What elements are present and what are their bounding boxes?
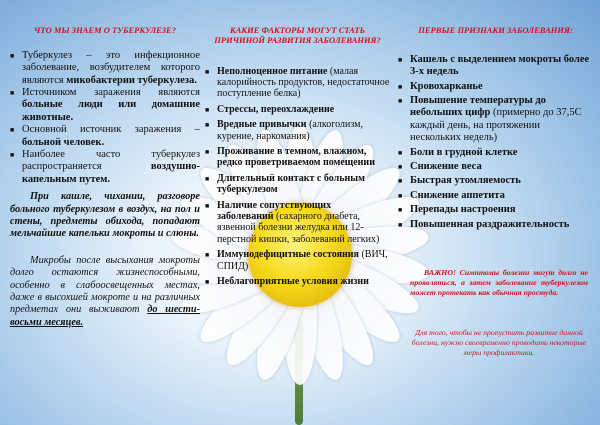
list-item: ■ Боли в грудной клетке (398, 147, 593, 159)
list-item: ■ Быстрая утомляемость (398, 175, 593, 187)
list-item: ■ Кашель с выделением мокроты более 3-х недель (398, 54, 593, 79)
list-item: ■ Проживание в темном, влажном, редко проветриваемом помещении (205, 146, 390, 169)
list-item: ■ Неблагоприятные условия жизни (205, 276, 390, 287)
column-risk-factors (205, 0, 390, 291)
column-about-tuberculosis (10, 0, 200, 329)
list-item: ■ Наиболее часто туберкулез распространяется воздушно-капельным путем. (10, 149, 200, 186)
column-header: КАКИЕ ФАКТОРЫ МОГУТ СТАТЬ ПРИЧИНОЙ РАЗВИТИЯ ЗАБОЛЕВАНИЯ? (214, 25, 381, 45)
warning-note: ВАЖНО! Симптомы болезни могут долго не проявляться, а затем заболевание туберкулезом может протекать как обычная простуда. (410, 268, 588, 298)
list-item: ■ Снижение аппетита (398, 190, 593, 202)
list-item: ■ Неполноценное питание (малая калорийность продуктов, недостаточное поступление белка) (205, 66, 390, 100)
list-item: ■ Наличие сопутствующих заболеваний (сахарного диабета, язвенной болезни желудка или 12-перстной кишки, заболеваний легких) (205, 200, 390, 246)
list-item: ■ Кровохарканье (398, 81, 593, 93)
transmission-paragraph: При кашле, чихании, разговоре больного туберкулезом в воздух, на пол и стены, предметы обихода, попадают мельчайшие капельки мокроты и слюны. (10, 191, 200, 240)
column-first-signs (398, 0, 593, 233)
list-item: ■ Длительный контакт с больным туберкулезом (205, 173, 390, 196)
symptoms-list (398, 54, 593, 231)
survival-paragraph: Микробы после высыхания мокроты долго остаются жизнеспособными, особенно в слабоосвещенных местах, даже в высохшей мокроте и на различных предметах они выживают до шести-восьми месяцев. (10, 254, 201, 328)
prevention-note: Для того, чтобы не пропустить развитие данной болезни, нужно своевременно проводить некоторые меры профилактики. (411, 328, 587, 358)
list-item: ■ Повышение температуры до небольших цифр (примерно до 37,5С каждый день, на протяжении нескольких недель) (398, 95, 593, 145)
list-item: ■ Вредные привычки (алкоголизм, курение, наркомания) (205, 119, 390, 142)
column-header: ЧТО МЫ ЗНАЕМ О ТУБЕРКУЛЕЗЕ? (34, 25, 176, 35)
list-item: ■ Повышенная раздражительность (398, 219, 593, 231)
facts-list (10, 50, 200, 186)
list-item: ■ Туберкулез – это инфекционное заболевание, возбудителем которого являются микобактерии туберкулеза. (10, 50, 200, 87)
list-item: ■ Стрессы, переохлаждение (205, 104, 390, 115)
list-item: ■ Снижение веса (398, 161, 593, 173)
list-item: ■ Основной источник заражения – больной человек. (10, 124, 200, 149)
list-item: ■ Перепады настроения (398, 204, 593, 216)
column-header: ПЕРВЫЕ ПРИЗНАКИ ЗАБОЛЕВАНИЯ: (418, 25, 573, 35)
factors-list (205, 66, 390, 288)
list-item: ■ Источником заражения являются больные люди или домашние животные. (10, 87, 200, 124)
list-item: ■ Иммунодефицитные состояния (ВИЧ, СПИД) (205, 249, 390, 272)
